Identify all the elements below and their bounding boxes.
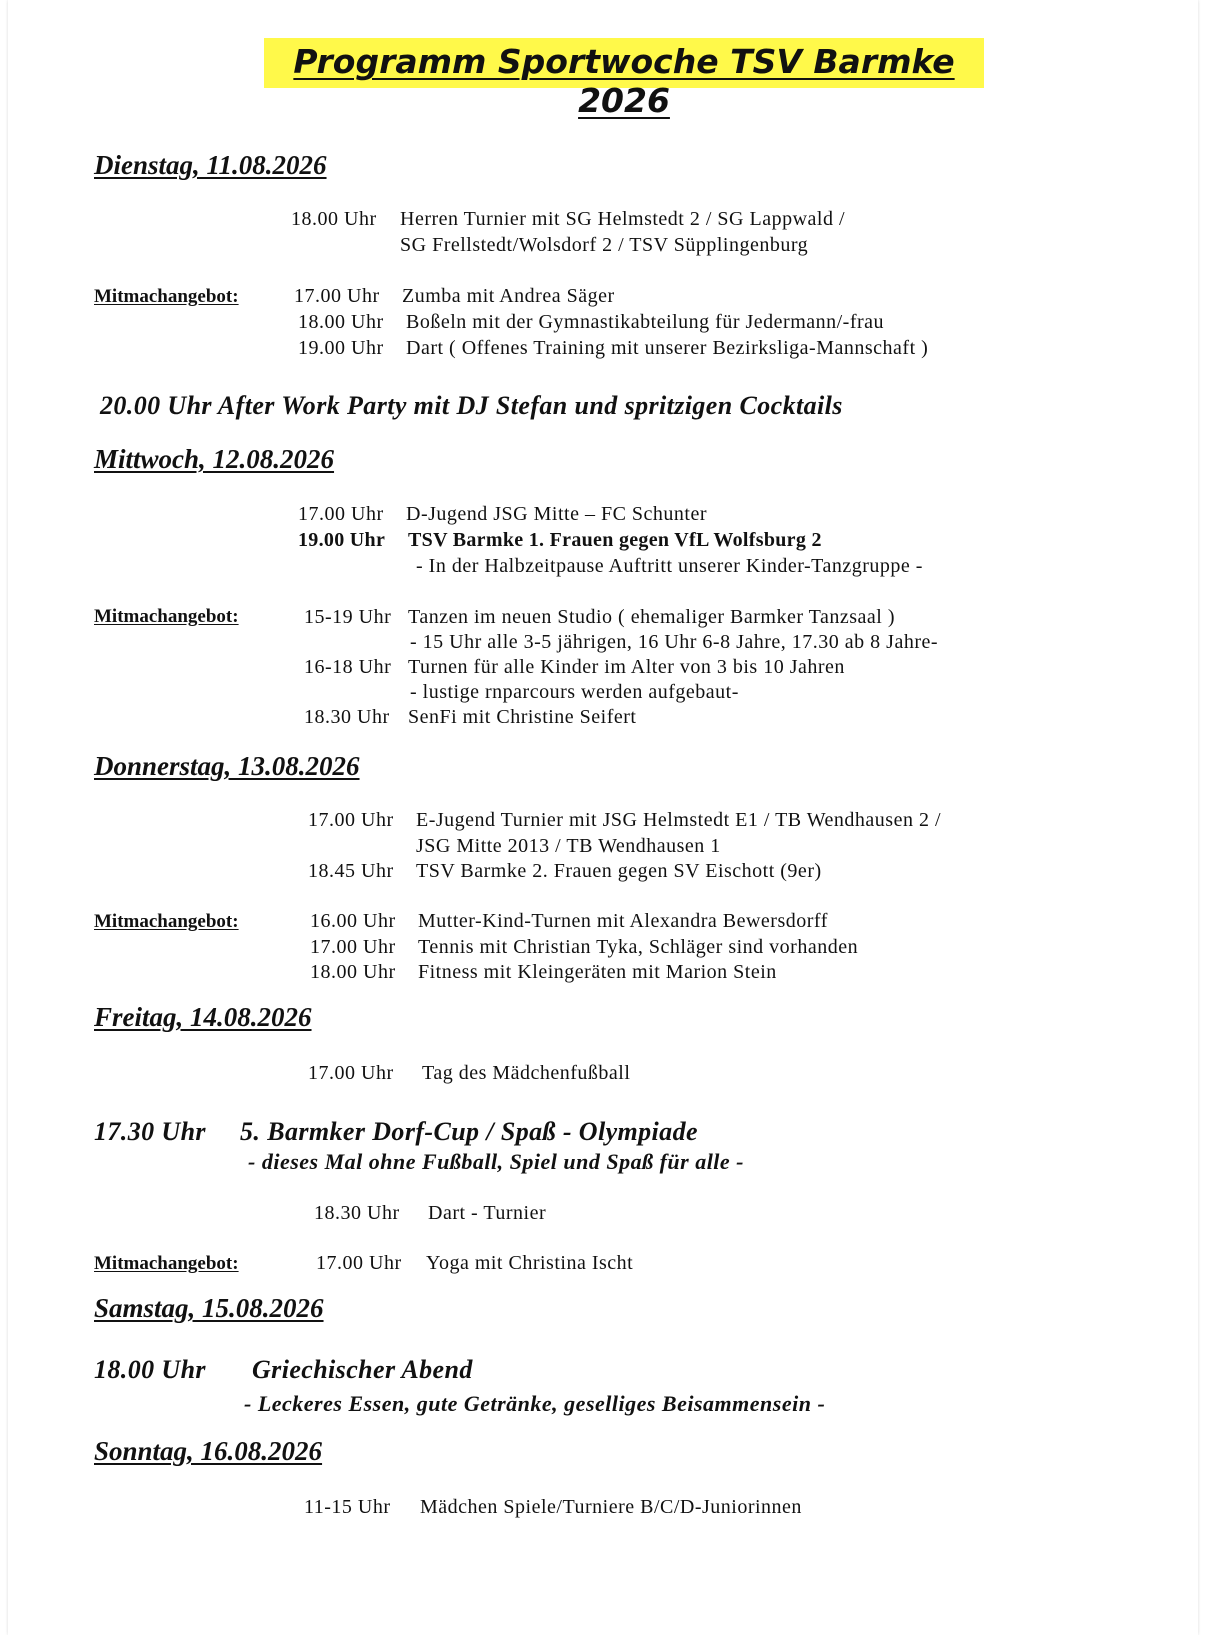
event-text-continued: JSG Mitte 2013 / TB Wendhausen 1 <box>416 835 721 857</box>
event-text: E-Jugend Turnier mit JSG Helmstedt E1 / TB Wendhausen 2 / <box>416 809 942 831</box>
offer-time: 16.00 Uhr <box>310 910 396 932</box>
offer-text: Yoga mit Christina Ischt <box>426 1252 634 1274</box>
event-time: 17.00 Uhr <box>308 809 394 831</box>
offer-text: Boßeln mit der Gymnastikabteilung für Jedermann/-frau <box>406 311 885 333</box>
mitmach-label: Mitmachangebot: <box>94 911 239 932</box>
highlight-event: Griechischer Abend <box>252 1355 473 1384</box>
offer-time: 18.30 Uhr <box>304 706 390 728</box>
event-text: D-Jugend JSG Mitte – FC Schunter <box>406 503 707 525</box>
offer-text-continued: - 15 Uhr alle 3-5 jährigen, 16 Uhr 6-8 Jahre, 17.30 ab 8 Jahre- <box>410 631 939 653</box>
document-page <box>8 0 1198 1635</box>
event-time: 18.45 Uhr <box>308 860 394 882</box>
event-time: 11-15 Uhr <box>304 1496 391 1518</box>
day-heading-thursday: Donnerstag, 13.08.2026 <box>94 751 360 781</box>
event-time: 17.00 Uhr <box>308 1062 394 1084</box>
event-text: Mädchen Spiele/Turniere B/C/D-Juniorinnen <box>420 1496 802 1518</box>
day-heading-sunday: Sonntag, 16.08.2026 <box>94 1436 323 1466</box>
highlight-subtitle: - Leckeres Essen, gute Getränke, geselliges Beisammensein - <box>244 1391 826 1416</box>
offer-time: 17.00 Uhr <box>316 1252 402 1274</box>
day-heading-friday: Freitag, 14.08.2026 <box>94 1002 312 1032</box>
highlight-event: 5. Barmker Dorf-Cup / Spaß - Olympiade <box>240 1117 698 1146</box>
event-text: Dart - Turnier <box>428 1202 547 1224</box>
offer-text: Zumba mit Andrea Säger <box>402 285 615 307</box>
mitmach-label: Mitmachangebot: <box>94 286 239 307</box>
offer-time: 18.00 Uhr <box>298 311 384 333</box>
highlight-time: 18.00 Uhr <box>94 1355 206 1384</box>
offer-time: 16-18 Uhr <box>304 656 392 678</box>
day-heading-wednesday: Mittwoch, 12.08.2026 <box>94 444 335 474</box>
event-time: 18.00 Uhr <box>291 208 377 230</box>
title-highlight <box>264 38 984 120</box>
event-time: 17.00 Uhr <box>298 503 384 525</box>
offer-text: Mutter-Kind-Turnen mit Alexandra Bewersdorff <box>418 910 828 932</box>
offer-text: Fitness mit Kleingeräten mit Marion Stein <box>418 961 777 983</box>
event-text: TSV Barmke 1. Frauen gegen VfL Wolfsburg 2 <box>408 529 822 551</box>
event-time: 19.00 Uhr <box>298 529 386 551</box>
day-heading-saturday: Samstag, 15.08.2026 <box>94 1293 324 1323</box>
page-title: Programm Sportwoche TSV Barmke 2026 <box>293 42 955 120</box>
event-time: 18.30 Uhr <box>314 1202 400 1224</box>
offer-text: Tennis mit Christian Tyka, Schläger sind vorhanden <box>418 936 859 958</box>
event-text: Herren Turnier mit SG Helmstedt 2 / SG Lappwald / <box>400 208 846 230</box>
mitmach-label: Mitmachangebot: <box>94 1253 239 1274</box>
offer-text: Tanzen im neuen Studio ( ehemaliger Barmker Tanzsaal ) <box>408 606 895 628</box>
offer-time: 17.00 Uhr <box>294 285 380 307</box>
offer-time: 18.00 Uhr <box>310 961 396 983</box>
highlight-time: 17.30 Uhr <box>94 1117 206 1146</box>
offer-text-continued: - lustige rnparcours werden aufgebaut- <box>410 681 739 703</box>
highlight-subtitle: - dieses Mal ohne Fußball, Spiel und Spaß für alle - <box>248 1149 745 1174</box>
event-text: Tag des Mädchenfußball <box>422 1062 631 1084</box>
highlight-event: 20.00 Uhr After Work Party mit DJ Stefan und spritzigen Cocktails <box>100 391 843 420</box>
offer-time: 19.00 Uhr <box>298 337 384 359</box>
event-text-continued: - In der Halbzeitpause Auftritt unserer Kinder-Tanzgruppe - <box>416 555 923 577</box>
day-heading-tuesday: Dienstag, 11.08.2026 <box>94 150 327 180</box>
offer-text: Dart ( Offenes Training mit unserer Bezirksliga-Mannschaft ) <box>406 337 929 359</box>
offer-time: 17.00 Uhr <box>310 936 396 958</box>
mitmach-label: Mitmachangebot: <box>94 606 239 627</box>
event-text: TSV Barmke 2. Frauen gegen SV Eischott (9er) <box>416 860 822 882</box>
offer-text: SenFi mit Christine Seifert <box>408 706 637 728</box>
offer-text: Turnen für alle Kinder im Alter von 3 bis 10 Jahren <box>408 656 845 678</box>
offer-time: 15-19 Uhr <box>304 606 392 628</box>
event-text-continued: SG Frellstedt/Wolsdorf 2 / TSV Süpplingenburg <box>400 234 809 256</box>
